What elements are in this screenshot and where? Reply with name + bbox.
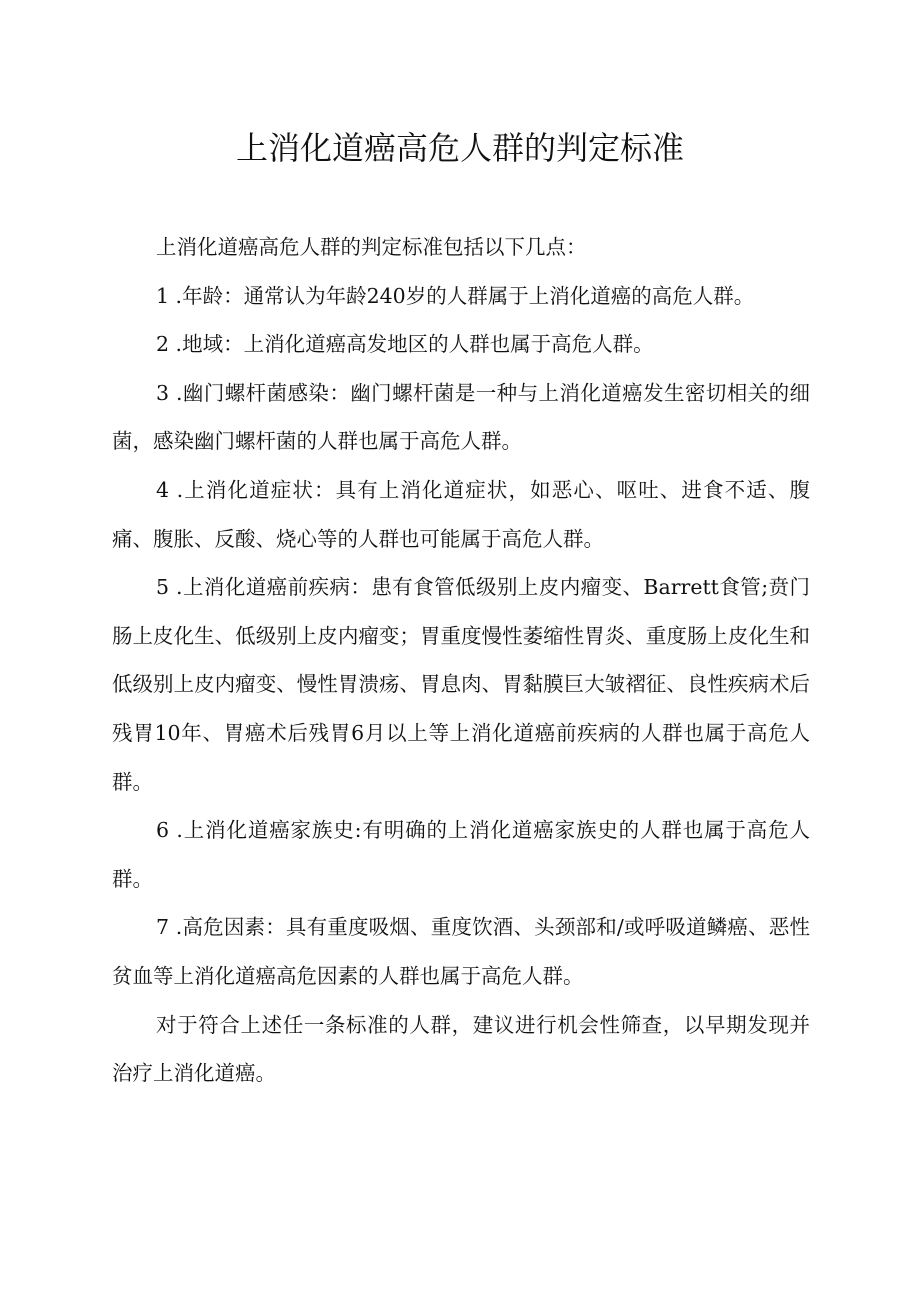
document-body: [112, 223, 810, 1098]
conclusion-paragraph: 对于符合上述任一条标准的人群，建议进行机会性筛查，以早期发现并治疗上消化道癌。: [112, 1012, 810, 1086]
criterion-age: 1 .年龄：通常认为年龄240岁的人群属于上消化道癌的高危人群。: [156, 283, 755, 308]
criterion-risk-factors: 7 .高危因素：具有重度吸烟、重度饮酒、头颈部和/或呼吸道鳞癌、恶性贫血等上消化道癌高危因素的人群也属于高危人群。: [112, 915, 810, 988]
intro-paragraph: 上消化道癌高危人群的判定标准包括以下几点：: [156, 235, 587, 259]
criterion-helicobacter: 3 .幽门螺杆菌感染：幽门螺杆菌是一种与上消化道癌发生密切相关的细菌，感染幽门螺杆菌的人群也属于高危人群。: [112, 380, 810, 454]
criterion-family-history: 6 .上消化道癌家族史:有明确的上消化道癌家族史的人群也属于高危人群。: [112, 818, 810, 891]
criterion-symptoms: 4 .上消化道症状：具有上消化道症状，如恶心、呕吐、进食不适、腹痛、腹胀、反酸、烧心等的人群也可能属于高危人群。: [112, 477, 810, 551]
criterion-region: 2 .地域：上消化道癌高发地区的人群也属于高危人群。: [156, 332, 654, 357]
criterion-precancerous-disease: 5 .上消化道癌前疾病：患有食管低级别上皮内瘤变、Barrett食管;贲门肠上皮化生、低级别上皮内瘤变；胃重度慢性萎缩性胃炎、重度肠上皮化生和低级别上皮内瘤变、慢性胃溃疡、胃息肉、胃黏膜巨大皱褶征、良性疾病术后残胃10年、胃癌术后残胃6月以上等上消化道癌前疾病的人群也属于高危人群。: [112, 575, 810, 794]
document-title: 上消化道癌高危人群的判定标准: [235, 129, 684, 167]
